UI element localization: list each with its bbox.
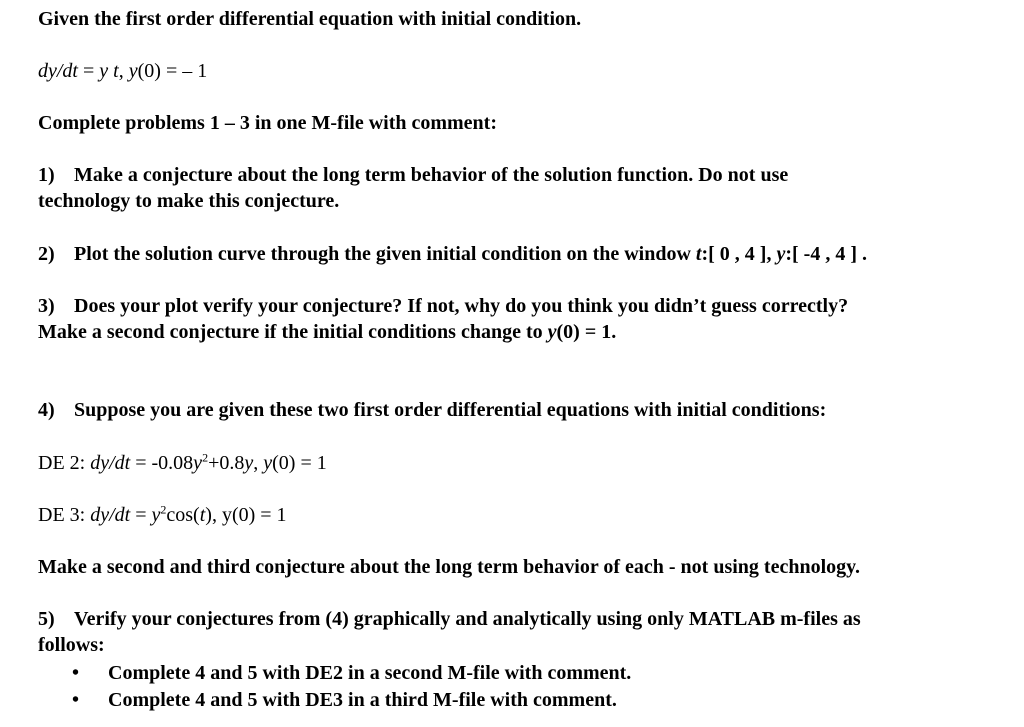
de2-rhs-a: = -0.08 bbox=[130, 452, 194, 474]
de2-lhs: dy/dt bbox=[90, 452, 131, 474]
problem-5-line-2 bbox=[38, 633, 105, 657]
de3-y1: y bbox=[151, 504, 161, 526]
problem-5-line-1 bbox=[38, 607, 861, 631]
problem-1-number: 1) bbox=[38, 164, 55, 186]
bullet-item bbox=[72, 661, 631, 685]
de2-rhs-b: +0.8 bbox=[208, 452, 245, 474]
de2-initial-condition: (0) = 1 bbox=[272, 452, 327, 474]
de3-equals: = bbox=[130, 504, 152, 526]
problem-4-number: 4) bbox=[38, 399, 55, 421]
de3-cos-close: ), y(0) = 1 bbox=[205, 504, 287, 526]
de3-label: DE 3: bbox=[38, 504, 91, 526]
eq-y: y bbox=[99, 60, 109, 82]
problem-3-text-2a: Make a second conjecture if the initial conditions change to bbox=[38, 321, 548, 343]
de2-comma: , bbox=[253, 452, 264, 474]
bullet-dot-icon: • bbox=[72, 662, 80, 684]
intro-equation bbox=[38, 59, 207, 83]
de2-y1: y bbox=[193, 452, 203, 474]
problem-2-var-t: t bbox=[695, 243, 702, 265]
eq-comma: , bbox=[118, 60, 129, 82]
problem-4 bbox=[38, 398, 826, 422]
intro-title bbox=[38, 7, 581, 31]
problem-3-number: 3) bbox=[38, 295, 55, 317]
conjecture-text: Make a second and third conjecture about the long term behavior of each - not using technology. bbox=[38, 556, 861, 578]
de3-lhs: dy/dt bbox=[90, 504, 131, 526]
instructions-text: Complete problems 1 – 3 in one M-file with comment: bbox=[38, 112, 498, 134]
problem-1-line-1 bbox=[38, 163, 788, 187]
problem-2-var-y: y bbox=[776, 243, 786, 265]
eq-t: t bbox=[108, 60, 119, 82]
bullet-dot-icon: • bbox=[72, 689, 80, 711]
problem-5-text-2: follows: bbox=[38, 634, 105, 656]
de2-equation bbox=[38, 451, 327, 475]
problem-1-line-2 bbox=[38, 189, 339, 213]
eq-lhs: dy/dt bbox=[38, 60, 78, 82]
de3-equation bbox=[38, 503, 287, 527]
problem-1-text-2: technology to make this conjecture. bbox=[38, 190, 340, 212]
problem-5-number: 5) bbox=[38, 608, 55, 630]
de3-t: t bbox=[199, 504, 206, 526]
bullet-text-de3: Complete 4 and 5 with DE3 in a third M-file with comment. bbox=[108, 689, 617, 711]
problem-3-text-2b: (0) = 1. bbox=[556, 321, 617, 343]
problem-3-line-1 bbox=[38, 294, 848, 318]
problem-2-number: 2) bbox=[38, 243, 55, 265]
bullet-item bbox=[72, 688, 617, 712]
de3-exponent: 2 bbox=[160, 502, 167, 517]
de3-cos-open: cos( bbox=[166, 504, 200, 526]
instructions bbox=[38, 111, 497, 135]
problem-2-range-y: :[ -4 , 4 ] . bbox=[785, 243, 867, 265]
problem-2-text: Plot the solution curve through the given initial condition on the window bbox=[74, 243, 696, 265]
bullet-text-de2: Complete 4 and 5 with DE2 in a second M-file with comment. bbox=[108, 662, 632, 684]
de2-exponent: 2 bbox=[202, 450, 209, 465]
problem-3-line-2 bbox=[38, 320, 616, 344]
de2-y2: y bbox=[244, 452, 254, 474]
problem-3-text-1: Does your plot verify your conjecture? If not, why do you think you didn’t guess correctly? bbox=[74, 295, 849, 317]
eq-initial-condition: (0) = – 1 bbox=[137, 60, 208, 82]
problem-2-range-t: :[ 0 , 4 ], bbox=[701, 243, 777, 265]
eq-equals: = bbox=[78, 60, 100, 82]
problem-1-text-1: Make a conjecture about the long term behavior of the solution function. Do not use bbox=[74, 164, 789, 186]
problem-2 bbox=[38, 242, 867, 266]
problem-5-text-1: Verify your conjectures from (4) graphically and analytically using only MATLAB m-files as bbox=[74, 608, 861, 630]
de2-label: DE 2: bbox=[38, 452, 91, 474]
problem-4-text: Suppose you are given these two first order differential equations with initial conditions: bbox=[74, 399, 827, 421]
intro-title-text: Given the first order differential equation with initial condition. bbox=[38, 8, 582, 30]
conjecture-instruction bbox=[38, 555, 860, 579]
problem-3-var-y: y bbox=[547, 321, 557, 343]
eq-y0: y bbox=[128, 60, 138, 82]
de2-y3: y bbox=[263, 452, 273, 474]
